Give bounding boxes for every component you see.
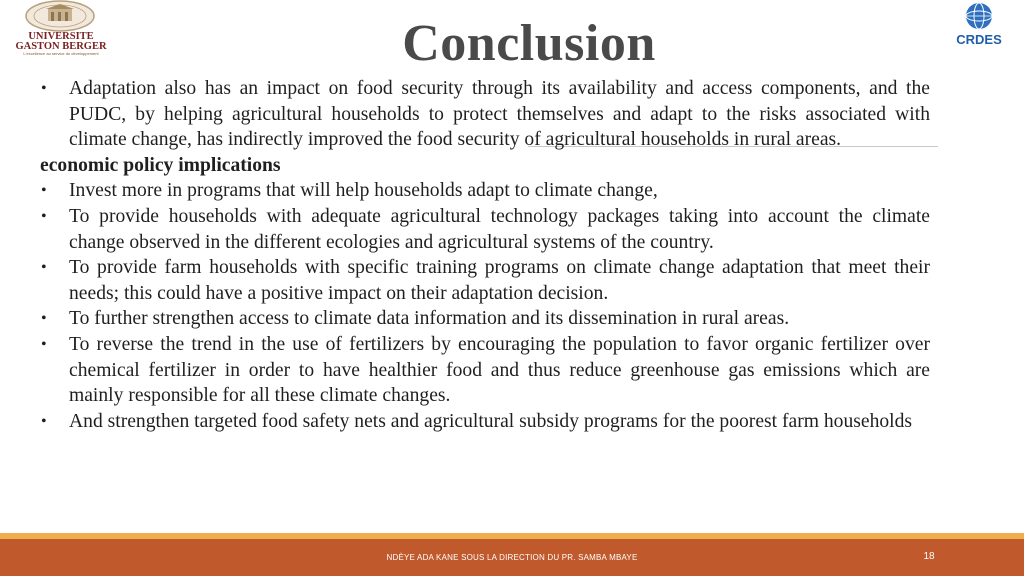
bullet-icon: • — [41, 207, 47, 225]
policy-bullet-text: To provide households with adequate agricultural technology packages taking into account the climate change observed in the different ecologies and agricultural systems of the country. — [69, 205, 930, 253]
bullet-icon: • — [41, 182, 47, 200]
policy-bullet-item — [40, 204, 930, 255]
intro-bullet-text: Adaptation also has an impact on food security through its availability and access components, and the PUDC, by helping agricultural households to protect themselves and adapt to the risks associated with climate change, has indirectly improved the food security of agricultural households in rural areas. — [69, 78, 930, 151]
university-logo-tagline: L'excellence au service du développement — [23, 51, 99, 56]
policy-bullet-item — [40, 409, 930, 435]
bullet-icon: • — [41, 335, 47, 353]
section-heading: economic policy implications — [40, 154, 281, 176]
slide-content — [40, 76, 930, 434]
bullet-icon: • — [41, 259, 47, 277]
policy-bullet-item — [40, 306, 930, 332]
policy-bullet-text: Invest more in programs that will help households adapt to climate change, — [69, 180, 658, 202]
university-logo-line1: UNIVERSITE — [28, 31, 94, 42]
crdes-logo-text: CRDES — [956, 32, 1002, 47]
policy-bullet-item — [40, 178, 930, 204]
intro-bullet-item — [40, 76, 930, 153]
policy-bullet-text: And strengthen targeted food safety nets and agricultural subsidy programs for the poorest farm households — [69, 410, 913, 432]
bullet-icon: • — [41, 310, 47, 328]
bullet-icon: • — [41, 412, 47, 430]
policy-bullet-text: To further strengthen access to climate data information and its dissemination in rural areas. — [69, 308, 790, 330]
footer-author-text: NDÈYE ADA KANE SOUS LA DIRECTION DU PR. SAMBA MBAYE — [386, 553, 638, 562]
page-number: 18 — [923, 551, 935, 562]
policy-bullet-item — [40, 332, 930, 409]
bullet-icon: • — [41, 80, 47, 97]
university-logo-line2: GASTON BERGER — [15, 41, 107, 52]
policy-bullet-text: To reverse the trend in the use of fertilizers by encouraging the population to favor organic fertilizer over chemical fertilizer in order to have healthier food and thus reduce greenhouse gas emissions which are mainly responsible for all these climate changes. — [69, 333, 930, 407]
policy-bullet-item — [40, 255, 930, 306]
policy-bullet-text: To provide farm households with specific training programs on climate change adaptation that meet their needs; this could have a positive impact on their adaptation decision. — [69, 257, 930, 304]
slide-title: Conclusion — [402, 15, 656, 72]
